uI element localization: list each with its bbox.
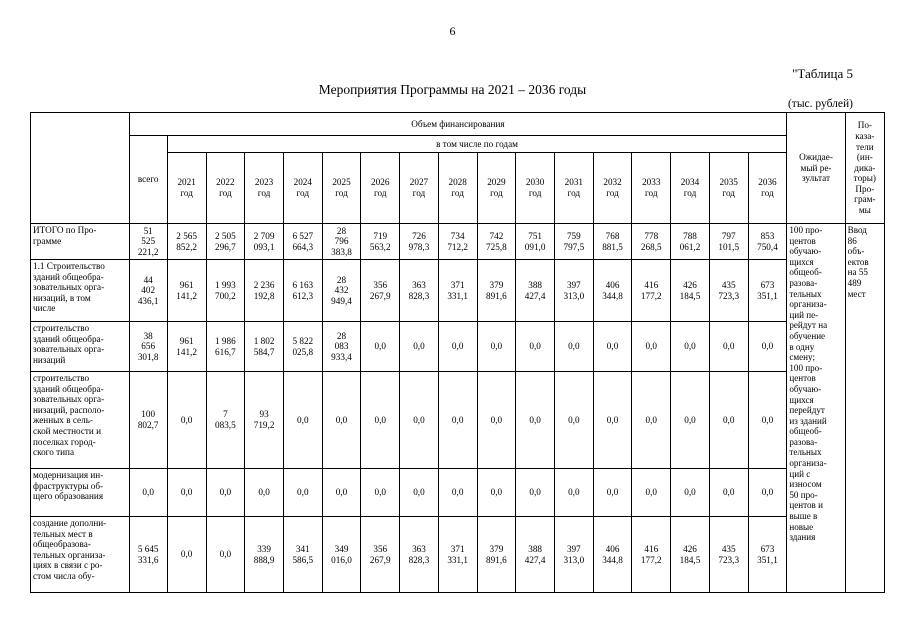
- year-value-cell: 435 723,3: [709, 260, 748, 322]
- row-total: 5 645 331,6: [129, 517, 167, 593]
- year-value-cell: 0,0: [671, 322, 710, 372]
- year-value-cell: 0,0: [671, 469, 710, 517]
- year-value-cell: 2 236 192,8: [245, 260, 284, 322]
- year-value-cell: 0,0: [167, 372, 206, 469]
- header-financing: Объем финансирования: [129, 113, 787, 136]
- row-total: 0,0: [129, 469, 167, 517]
- row-name: модернизация ин- фраструктуры об- щего образования: [31, 469, 130, 517]
- table-row: [31, 224, 885, 260]
- header-year: 2035 год: [709, 153, 748, 224]
- year-value-cell: 719 563,2: [361, 224, 400, 260]
- header-blank-cell: [31, 113, 130, 224]
- year-value-cell: 406 344,8: [593, 260, 632, 322]
- year-value-cell: 2 505 296,7: [206, 224, 245, 260]
- row-total: 100 802,7: [129, 372, 167, 469]
- year-value-cell: 0,0: [632, 469, 671, 517]
- year-value-cell: 673 351,1: [748, 517, 787, 593]
- row-name: создание дополни- тельных мест в общеобразова- тельных организа- циях в связи с ро- стом числа обу-: [31, 517, 130, 593]
- year-value-cell: 426 184,5: [671, 260, 710, 322]
- year-value-cell: 0,0: [438, 372, 477, 469]
- year-value-cell: 406 344,8: [593, 517, 632, 593]
- year-value-cell: 363 828,3: [400, 260, 439, 322]
- header-year: 2029 год: [477, 153, 516, 224]
- header-indicators: По- каза- тели (ин- дика- торы) Про- грам- мы: [845, 113, 884, 224]
- year-value-cell: 0,0: [516, 469, 555, 517]
- units-label: (тыс. рублей): [787, 98, 853, 110]
- table-number: "Таблица 5: [792, 66, 853, 81]
- year-value-cell: 416 177,2: [632, 260, 671, 322]
- row-name: ИТОГО по Про- грамме: [31, 224, 130, 260]
- header-by-years: в том числе по годам: [167, 136, 787, 153]
- table-row: [31, 260, 885, 322]
- year-value-cell: 397 313,0: [554, 260, 593, 322]
- year-value-cell: 0,0: [709, 469, 748, 517]
- header-year: 2027 год: [400, 153, 439, 224]
- year-value-cell: 0,0: [632, 322, 671, 372]
- year-value-cell: 0,0: [593, 469, 632, 517]
- row-name: 1.1 Строительство зданий общеобра- зовательных орга- низаций, в том числе: [31, 260, 130, 322]
- header-year: 2033 год: [632, 153, 671, 224]
- row-name: строительство зданий общеобра- зовательных орга- низаций: [31, 322, 130, 372]
- year-value-cell: 416 177,2: [632, 517, 671, 593]
- year-value-cell: 0,0: [593, 372, 632, 469]
- year-value-cell: 2 565 852,2: [167, 224, 206, 260]
- year-value-cell: 961 141,2: [167, 260, 206, 322]
- year-value-cell: 0,0: [632, 372, 671, 469]
- year-value-cell: 797 101,5: [709, 224, 748, 260]
- header-year: 2021 год: [167, 153, 206, 224]
- year-value-cell: 341 586,5: [283, 517, 322, 593]
- header-year: 2022 год: [206, 153, 245, 224]
- year-value-cell: 379 891,6: [477, 517, 516, 593]
- year-value-cell: 0,0: [283, 372, 322, 469]
- year-value-cell: 6 163 612,3: [283, 260, 322, 322]
- year-value-cell: 0,0: [477, 322, 516, 372]
- header-year: 2023 год: [245, 153, 284, 224]
- header-year: 2031 год: [554, 153, 593, 224]
- year-value-cell: 0,0: [477, 372, 516, 469]
- table-title: Мероприятия Программы на 2021 – 2036 годы: [318, 82, 587, 97]
- year-value-cell: 379 891,6: [477, 260, 516, 322]
- row-total: 51 525 221,2: [129, 224, 167, 260]
- year-value-cell: 0,0: [206, 469, 245, 517]
- year-value-cell: 0,0: [477, 469, 516, 517]
- year-value-cell: 778 268,5: [632, 224, 671, 260]
- year-value-cell: 426 184,5: [671, 517, 710, 593]
- year-value-cell: 788 061,2: [671, 224, 710, 260]
- year-value-cell: 751 091,0: [516, 224, 555, 260]
- year-value-cell: 0,0: [554, 372, 593, 469]
- year-value-cell: 6 527 664,3: [283, 224, 322, 260]
- year-value-cell: 0,0: [361, 322, 400, 372]
- year-value-cell: 0,0: [322, 469, 361, 517]
- year-value-cell: 388 427,4: [516, 260, 555, 322]
- year-value-cell: 0,0: [245, 469, 284, 517]
- year-value-cell: 742 725,8: [477, 224, 516, 260]
- year-value-cell: 356 267,9: [361, 517, 400, 593]
- year-value-cell: 2 709 093,1: [245, 224, 284, 260]
- year-value-cell: 93 719,2: [245, 372, 284, 469]
- header-total: всего: [129, 136, 167, 224]
- year-value-cell: 1 802 584,7: [245, 322, 284, 372]
- year-value-cell: 371 331,1: [438, 260, 477, 322]
- year-value-cell: 0,0: [593, 322, 632, 372]
- year-value-cell: 28 432 949,4: [322, 260, 361, 322]
- year-value-cell: 0,0: [400, 372, 439, 469]
- year-value-cell: 673 351,1: [748, 260, 787, 322]
- expected-result-cell: 100 про- центов обучаю- щихся общеоб- разова- тельных организа- ций пе- рейдут на обучение в одну смену; 100 про- центов обучаю- щихся перейдут из зданий общеоб- разова- тельных организа- ций с износом 50 про- центов и выше в новые здания: [787, 224, 845, 593]
- header-year: 2026 год: [361, 153, 400, 224]
- year-value-cell: 0,0: [709, 322, 748, 372]
- year-value-cell: 0,0: [361, 372, 400, 469]
- row-total: 38 656 301,8: [129, 322, 167, 372]
- year-value-cell: 0,0: [283, 469, 322, 517]
- year-value-cell: 28 083 933,4: [322, 322, 361, 372]
- year-value-cell: 0,0: [400, 469, 439, 517]
- header-year: 2030 год: [516, 153, 555, 224]
- year-value-cell: 28 796 383,8: [322, 224, 361, 260]
- year-value-cell: 388 427,4: [516, 517, 555, 593]
- row-total: 44 402 436,1: [129, 260, 167, 322]
- year-value-cell: 1 986 616,7: [206, 322, 245, 372]
- table-row: [31, 469, 885, 517]
- year-value-cell: 768 881,5: [593, 224, 632, 260]
- year-value-cell: 0,0: [709, 372, 748, 469]
- year-value-cell: 397 313,0: [554, 517, 593, 593]
- year-value-cell: 0,0: [671, 372, 710, 469]
- header-year: 2024 год: [283, 153, 322, 224]
- year-value-cell: 759 797,5: [554, 224, 593, 260]
- table-row: [31, 322, 885, 372]
- year-value-cell: 1 993 700,2: [206, 260, 245, 322]
- row-name: строительство зданий общеобра- зовательных орга- низаций, располо- женных в сель- ской местности и поселках город- ского типа: [31, 372, 130, 469]
- year-value-cell: 371 331,1: [438, 517, 477, 593]
- year-value-cell: 0,0: [400, 322, 439, 372]
- year-value-cell: 0,0: [554, 469, 593, 517]
- year-value-cell: 853 750,4: [748, 224, 787, 260]
- table-row: [31, 517, 885, 593]
- year-value-cell: 0,0: [748, 372, 787, 469]
- header-year: 2036 год: [748, 153, 787, 224]
- indicator-cell: Ввод 86 объ- ектов на 55 489 мест: [845, 224, 884, 593]
- year-value-cell: 734 712,2: [438, 224, 477, 260]
- year-value-cell: 7 083,5: [206, 372, 245, 469]
- year-value-cell: 0,0: [748, 469, 787, 517]
- table-row: [31, 372, 885, 469]
- year-value-cell: 339 888,9: [245, 517, 284, 593]
- year-value-cell: 349 016,0: [322, 517, 361, 593]
- year-value-cell: 726 978,3: [400, 224, 439, 260]
- year-value-cell: 363 828,3: [400, 517, 439, 593]
- header-year: 2025 год: [322, 153, 361, 224]
- year-value-cell: 356 267,9: [361, 260, 400, 322]
- year-value-cell: 0,0: [167, 469, 206, 517]
- year-value-cell: 0,0: [361, 469, 400, 517]
- header-expected-result: Ожидае- мый ре- зультат: [787, 113, 845, 224]
- year-value-cell: 0,0: [322, 372, 361, 469]
- year-value-cell: 0,0: [438, 322, 477, 372]
- year-value-cell: 5 822 025,8: [283, 322, 322, 372]
- year-value-cell: 0,0: [516, 372, 555, 469]
- page-number: 6: [449, 24, 456, 38]
- program-table: [30, 112, 885, 593]
- year-value-cell: 0,0: [554, 322, 593, 372]
- header-year: 2034 год: [671, 153, 710, 224]
- year-value-cell: 0,0: [748, 322, 787, 372]
- header-year: 2032 год: [593, 153, 632, 224]
- year-value-cell: 0,0: [516, 322, 555, 372]
- header-year: 2028 год: [438, 153, 477, 224]
- year-value-cell: 435 723,3: [709, 517, 748, 593]
- year-value-cell: 961 141,2: [167, 322, 206, 372]
- year-value-cell: 0,0: [167, 517, 206, 593]
- year-value-cell: 0,0: [206, 517, 245, 593]
- year-value-cell: 0,0: [438, 469, 477, 517]
